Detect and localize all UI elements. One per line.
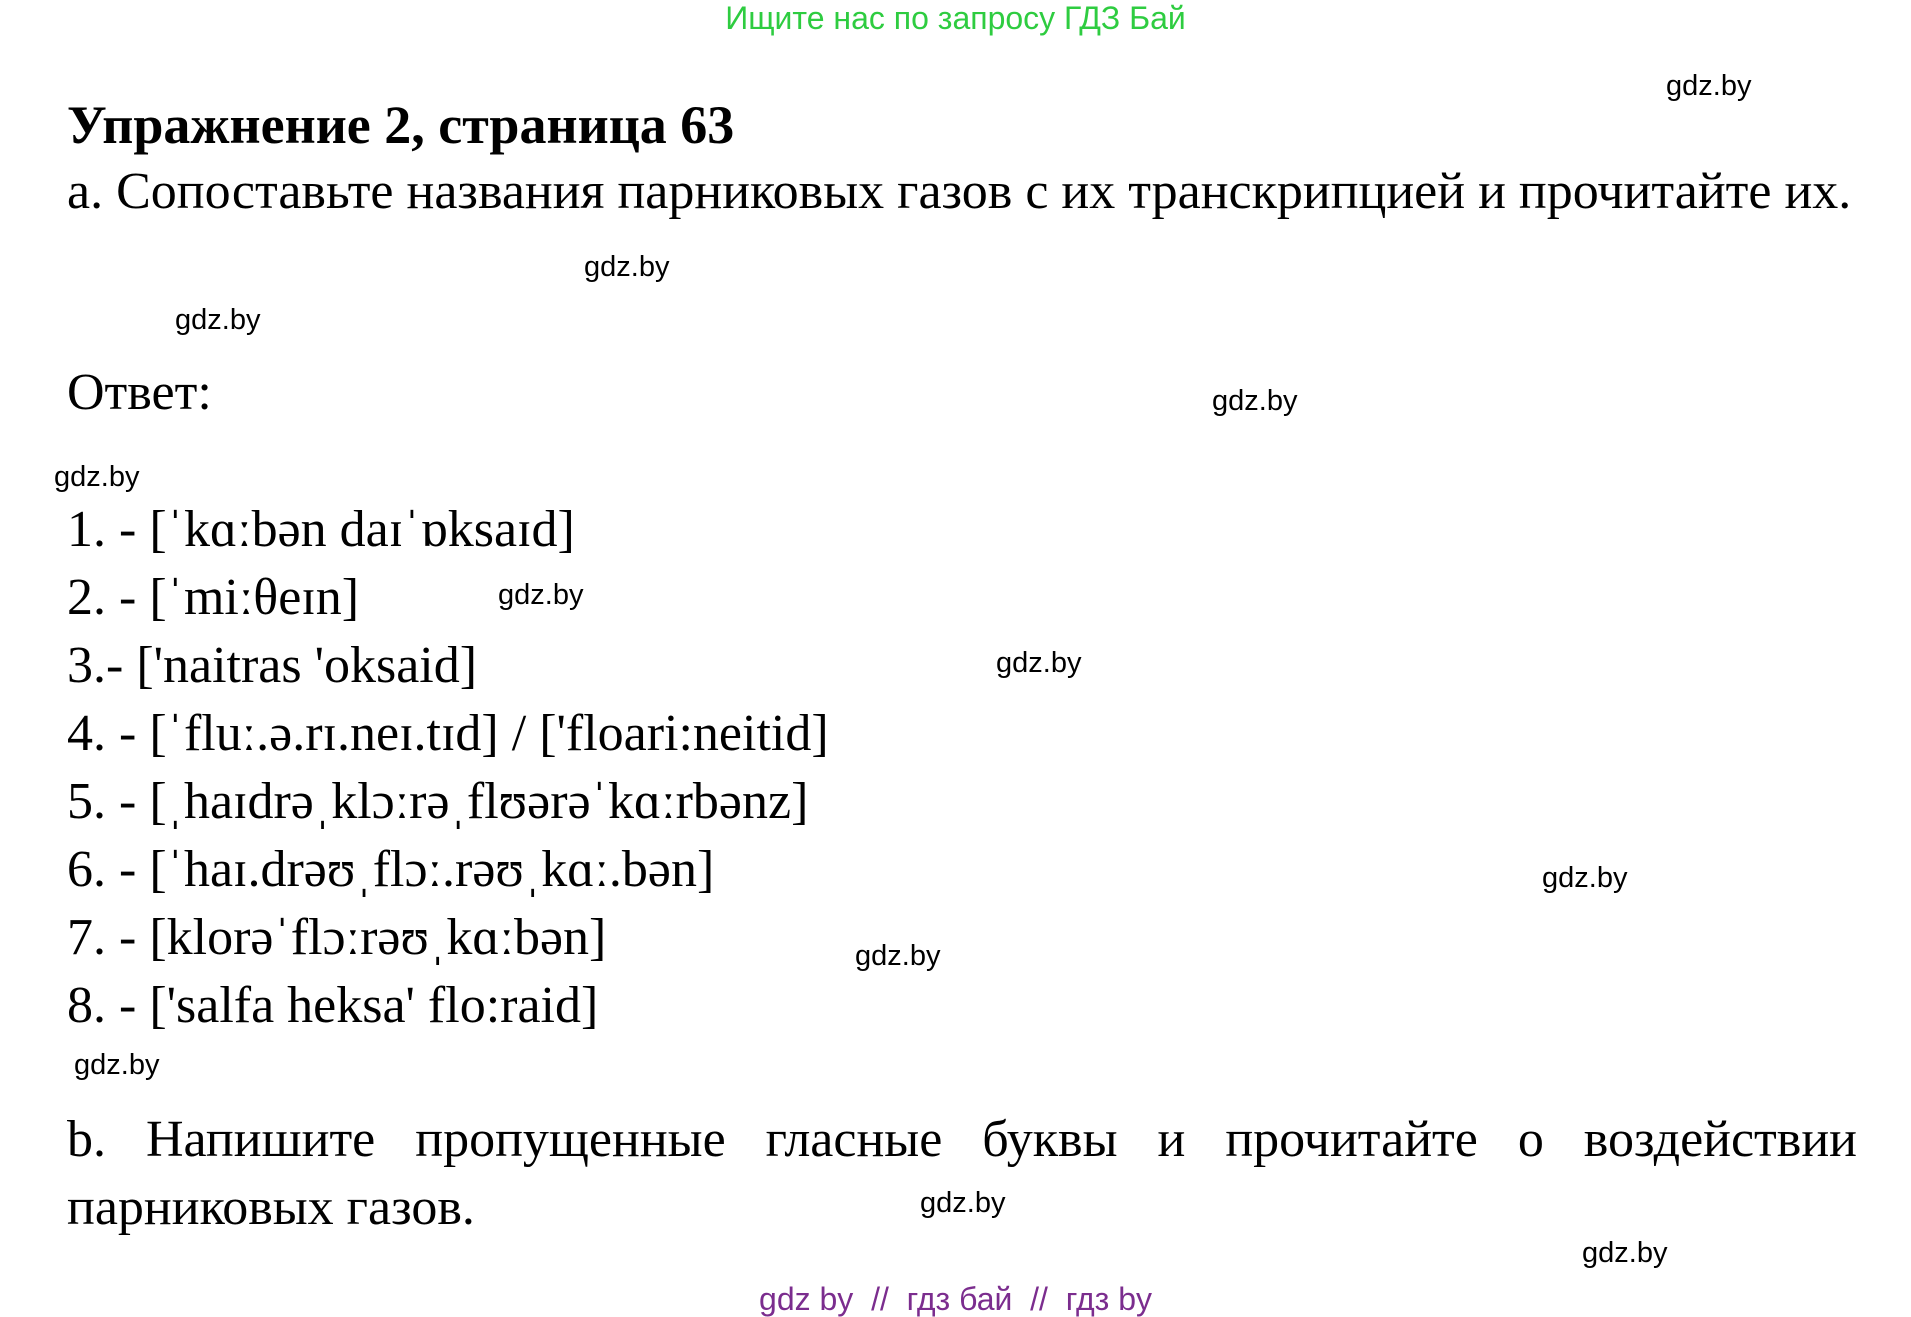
answer-list [67, 496, 829, 1040]
answer-item-4: 4. - [ˈfluː.ə.rɪ.neɪ.tɪd] / ['floari:neitid] [67, 705, 829, 762]
watermark: gdz.by [498, 579, 584, 611]
answer-item-5: 5. - [ˌhaɪdrəˌklɔːrəˌflʊərəˈkɑːrbənz] [67, 773, 809, 830]
answer-item-1: 1. - [ˈkɑːbən daɪˈɒksaɪd] [67, 501, 575, 558]
top-banner: Ищите нас по запросу ГДЗ Бай [725, 0, 1186, 36]
watermark: gdz.by [1542, 862, 1628, 894]
footer-links: gdz by // гдз бай // гдз by [759, 1281, 1152, 1317]
answer-item-7: 7. - [klorəˈflɔːrəʊˌkɑːbən] [67, 909, 607, 966]
watermark: gdz.by [920, 1187, 1006, 1219]
answer-item-8: 8. - ['salfa heksa' flo:raid] [67, 977, 599, 1034]
answer-label: Ответ: [67, 364, 212, 421]
watermark: gdz.by [996, 647, 1082, 679]
watermark: gdz.by [1582, 1237, 1668, 1269]
task-b-text: b. Напишите пропущенные гласные буквы и прочитайте о воздействии парниковых газов. [67, 1111, 1857, 1236]
answer-item-3: 3.- ['naitras 'oksaid] [67, 637, 478, 694]
task-a-text: a. Сопоставьте названия парниковых газов с их транскрипцией и прочитайте их. [67, 163, 1852, 220]
exercise-title: Упражнение 2, страница 63 [67, 95, 735, 155]
answer-item-6: 6. - [ˈhaɪ.drəʊˌflɔː.rəʊˌkɑː.bən] [67, 841, 715, 898]
watermark: gdz.by [584, 251, 670, 283]
answer-item-2: 2. - [ˈmiːθeɪn] [67, 569, 360, 626]
watermark: gdz.by [74, 1049, 160, 1081]
watermark: gdz.by [855, 940, 941, 972]
watermark: gdz.by [175, 304, 261, 336]
watermark: gdz.by [1666, 70, 1752, 102]
watermark: gdz.by [1212, 385, 1298, 417]
watermark: gdz.by [54, 461, 140, 493]
